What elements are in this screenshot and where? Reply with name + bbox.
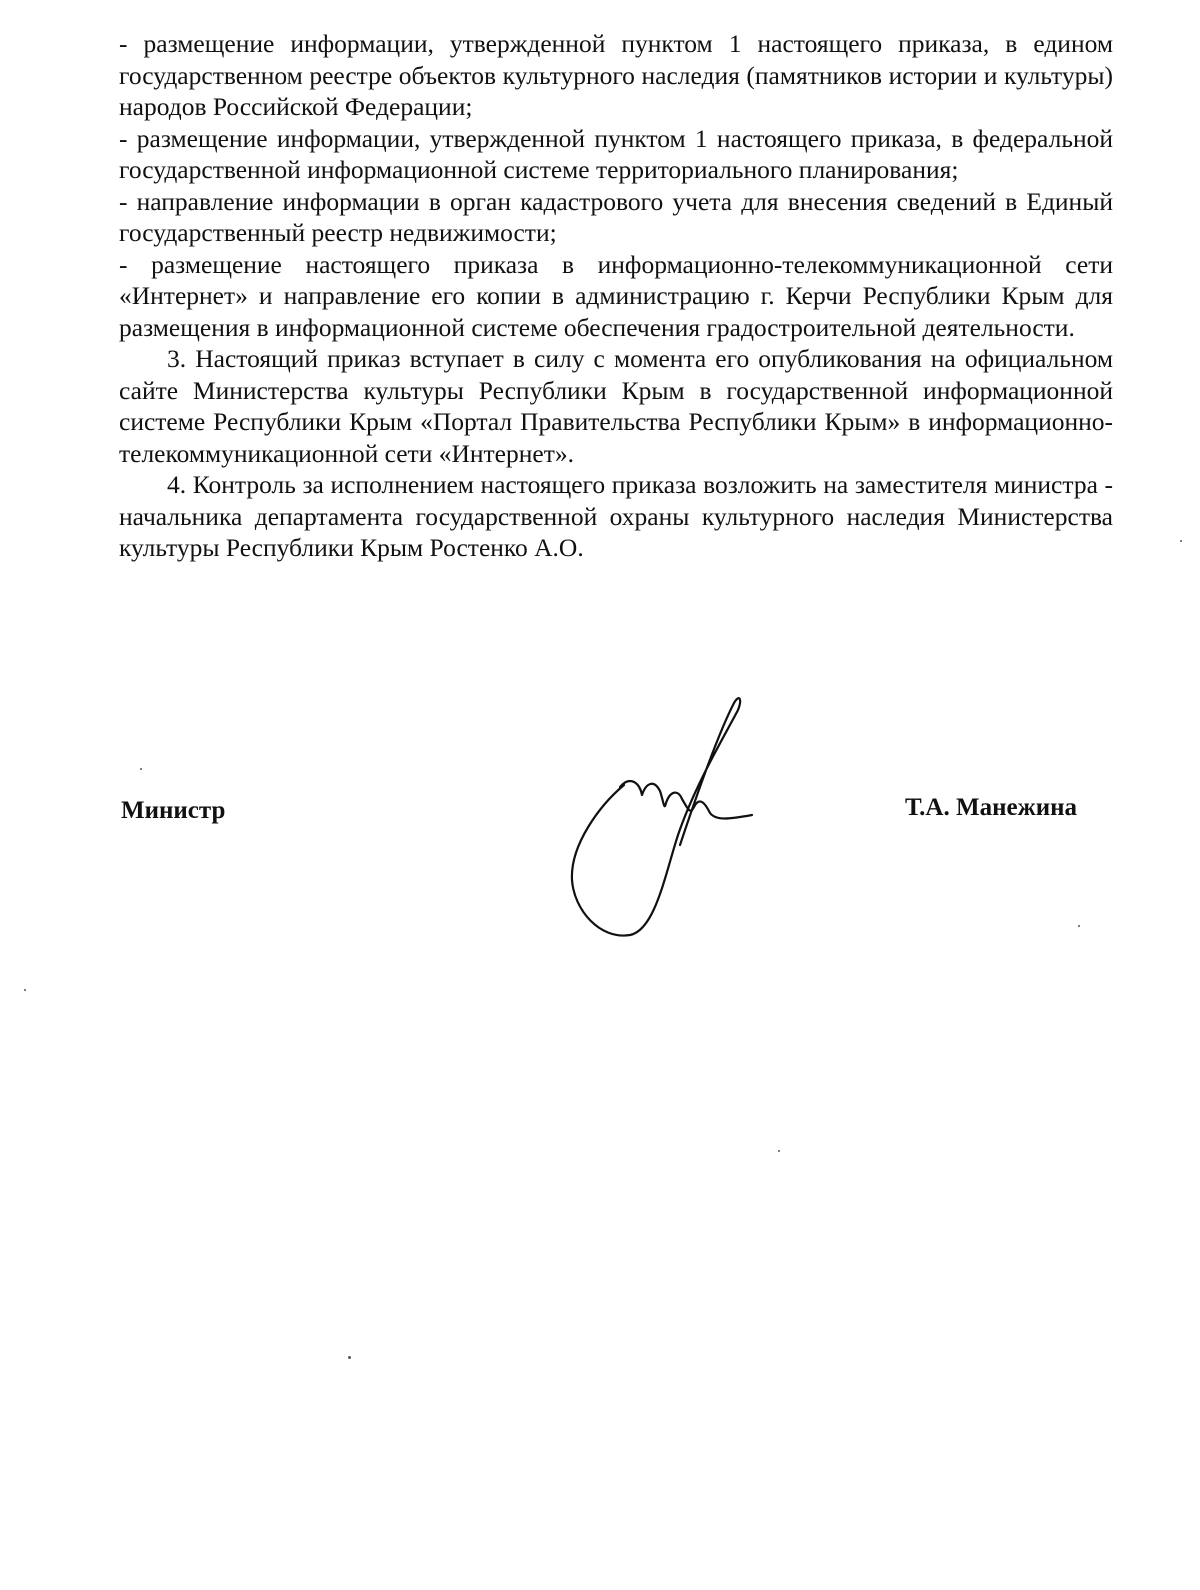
scan-speck — [1078, 925, 1080, 927]
paragraph-cadastre-notice: - направление информации в орган кадастрового учета для внесения сведений в Единый государственный реестр недвижимости; — [119, 186, 1113, 247]
document-body — [119, 28, 1113, 564]
signatory-name: Т.А. Манежина — [905, 794, 1078, 821]
scan-speck — [24, 989, 26, 991]
handwritten-signature — [560, 695, 770, 945]
scan-speck — [140, 768, 142, 770]
paragraph-fgis-tp-placement: - размещение информации, утвержденной пунктом 1 настоящего приказа, в федеральной государственной информационной системе территориального планирования; — [119, 123, 1113, 184]
paragraph-internet-placement: - размещение настоящего приказа в информационно-телекоммуникационной сети «Интернет» и направление его копии в администрацию г. Керчи Республики Крым для размещения в информационной системе обеспечения градостроительной деятельности. — [119, 249, 1113, 342]
scan-speck — [778, 1150, 780, 1152]
paragraph-egrokn-placement: - размещение информации, утвержденной пунктом 1 настоящего приказа, в едином государственном реестре объектов культурного наследия (памятников истории и культуры) народов Российской Федерации; — [119, 29, 1113, 121]
paragraph-item-4: 4. Контроль за исполнением настоящего приказа возложить на заместителя министра - начальника департамента государственной охраны культурного наследия Министерства культуры Республики Крым Ростенко А.О. — [119, 470, 1113, 562]
scan-speck — [348, 1356, 351, 1359]
signatory-role: Министр — [121, 797, 226, 824]
scan-speck — [1180, 540, 1182, 542]
paragraph-item-3: 3. Настоящий приказ вступает в силу с момента его опубликования на официальном сайте Министерства культуры Республики Крым в государственной информационной системе Республики Крым «Портал Правительства Республики Крым» в информационно-телекоммуникационной сети «Интернет». — [119, 344, 1113, 468]
